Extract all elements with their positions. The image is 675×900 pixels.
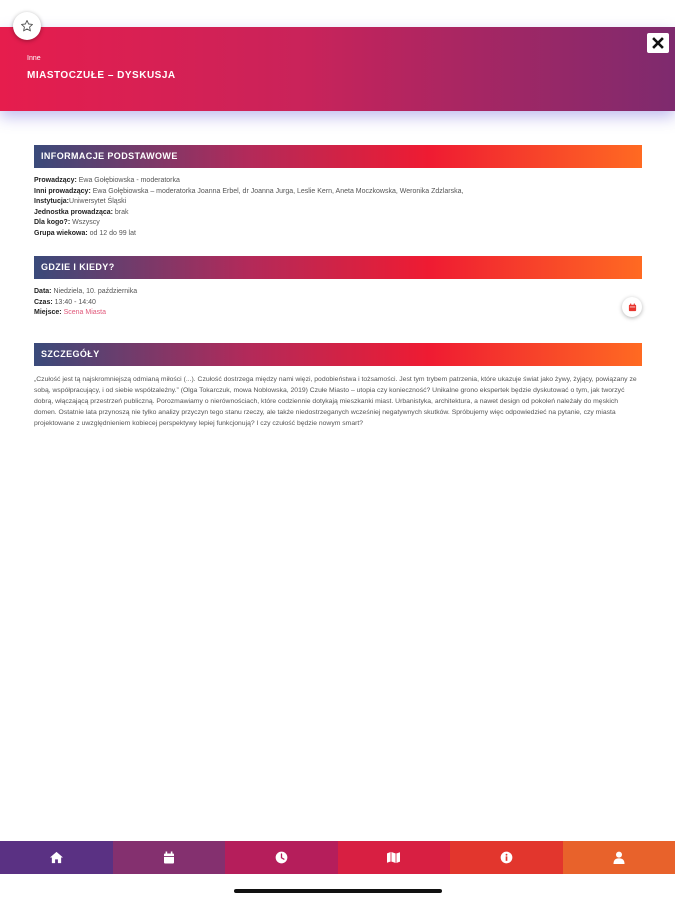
home-indicator[interactable] bbox=[234, 889, 442, 893]
clock-icon bbox=[275, 851, 288, 864]
section-heading-basic: INFORMACJE PODSTAWOWE bbox=[34, 145, 642, 168]
info-row-date: Data: Niedziela, 10. października bbox=[34, 288, 138, 295]
calendar-icon bbox=[163, 851, 175, 864]
close-button[interactable] bbox=[647, 33, 669, 53]
map-icon bbox=[386, 851, 401, 864]
add-to-calendar-button[interactable] bbox=[622, 297, 642, 317]
tab-time[interactable] bbox=[225, 841, 338, 874]
tab-info[interactable] bbox=[450, 841, 563, 874]
basic-info-list bbox=[34, 168, 642, 239]
event-description: „Czułość jest tą najskromniejszą odmianą miłości (...). Czułość dostrzega między nami więzi, podobieństwa i tożsamości. Jest tym trybem patrzenia, które ukazuje świat jako żywy, żyjący, powiązany ze sobą, współpracujący, i od siebie współzależny.” (Olga Tokarczuk, mowa Noblowska, 2019) Czułe Miasto – utopia czy konieczność? Unikalne grono ekspertek będzie dyskutować o tym, jak tworzyć dobrą, włączającą przestrzeń publiczną. Porozmawiamy o nierównościach, które codziennie dotykają mieszkanki miast. Urbanistyka, architektura, a nawet design od pokoleń należały do męskich domen. Ostatnie lata przynoszą nie tylko analizy przyczyn tego stanu rzeczy, ale także niedostrzeganych wcześniej negatywnych skutków. Spróbujemy więc odpowiedzieć na pytanie, czy miasta projektowane z uwzględnieniem kobiecej perspektywy lepiej funkcjonują? I czy czułość będzie nowym smart? bbox=[34, 375, 637, 427]
event-header bbox=[0, 27, 675, 111]
home-icon bbox=[49, 851, 64, 864]
info-row-age-group: Grupa wiekowa: od 12 do 99 lat bbox=[34, 229, 136, 237]
tab-home[interactable] bbox=[0, 841, 113, 874]
event-content bbox=[34, 145, 642, 429]
section-heading-when: GDZIE I KIEDY? bbox=[34, 256, 642, 279]
info-row-institution: Instytucja:Uniwersytet Śląski bbox=[34, 198, 127, 205]
when-info-list bbox=[34, 279, 642, 319]
tab-profile[interactable] bbox=[563, 841, 675, 874]
tab-schedule[interactable] bbox=[113, 841, 226, 874]
info-row-other-hosts: Inni prowadzący: Ewa Gołębiowska – moderatorka Joanna Erbel, dr Joanna Jurga, Leslie Kern, Aneta Moczkowska, Weronika Zdzlarska, bbox=[34, 187, 464, 195]
info-row-unit: Jednostka prowadząca: brak bbox=[34, 208, 129, 216]
user-icon bbox=[613, 851, 625, 864]
bottom-tab-bar bbox=[0, 841, 675, 874]
info-icon bbox=[500, 851, 513, 864]
info-row-host: Prowadzący: Ewa Gołębiowska - moderatorka bbox=[34, 177, 180, 184]
section-heading-details: SZCZEGÓŁY bbox=[34, 343, 642, 366]
info-row-place: Miejsce: Scena Miasta bbox=[34, 309, 106, 316]
status-bar-area bbox=[0, 0, 675, 28]
info-row-time: Czas: 13:40 - 14:40 bbox=[34, 298, 96, 306]
info-row-audience: Dla kogo?: Wszyscy bbox=[34, 219, 100, 226]
star-icon bbox=[20, 19, 34, 33]
event-title: MIASTOCZUŁE – DYSKUSJA bbox=[27, 70, 176, 81]
favorite-button[interactable] bbox=[13, 12, 41, 40]
calendar-icon bbox=[628, 303, 637, 312]
close-icon bbox=[652, 37, 664, 49]
tab-map[interactable] bbox=[338, 841, 451, 874]
place-link[interactable]: Scena Miasta bbox=[63, 309, 106, 316]
event-category: Inne bbox=[27, 55, 41, 62]
